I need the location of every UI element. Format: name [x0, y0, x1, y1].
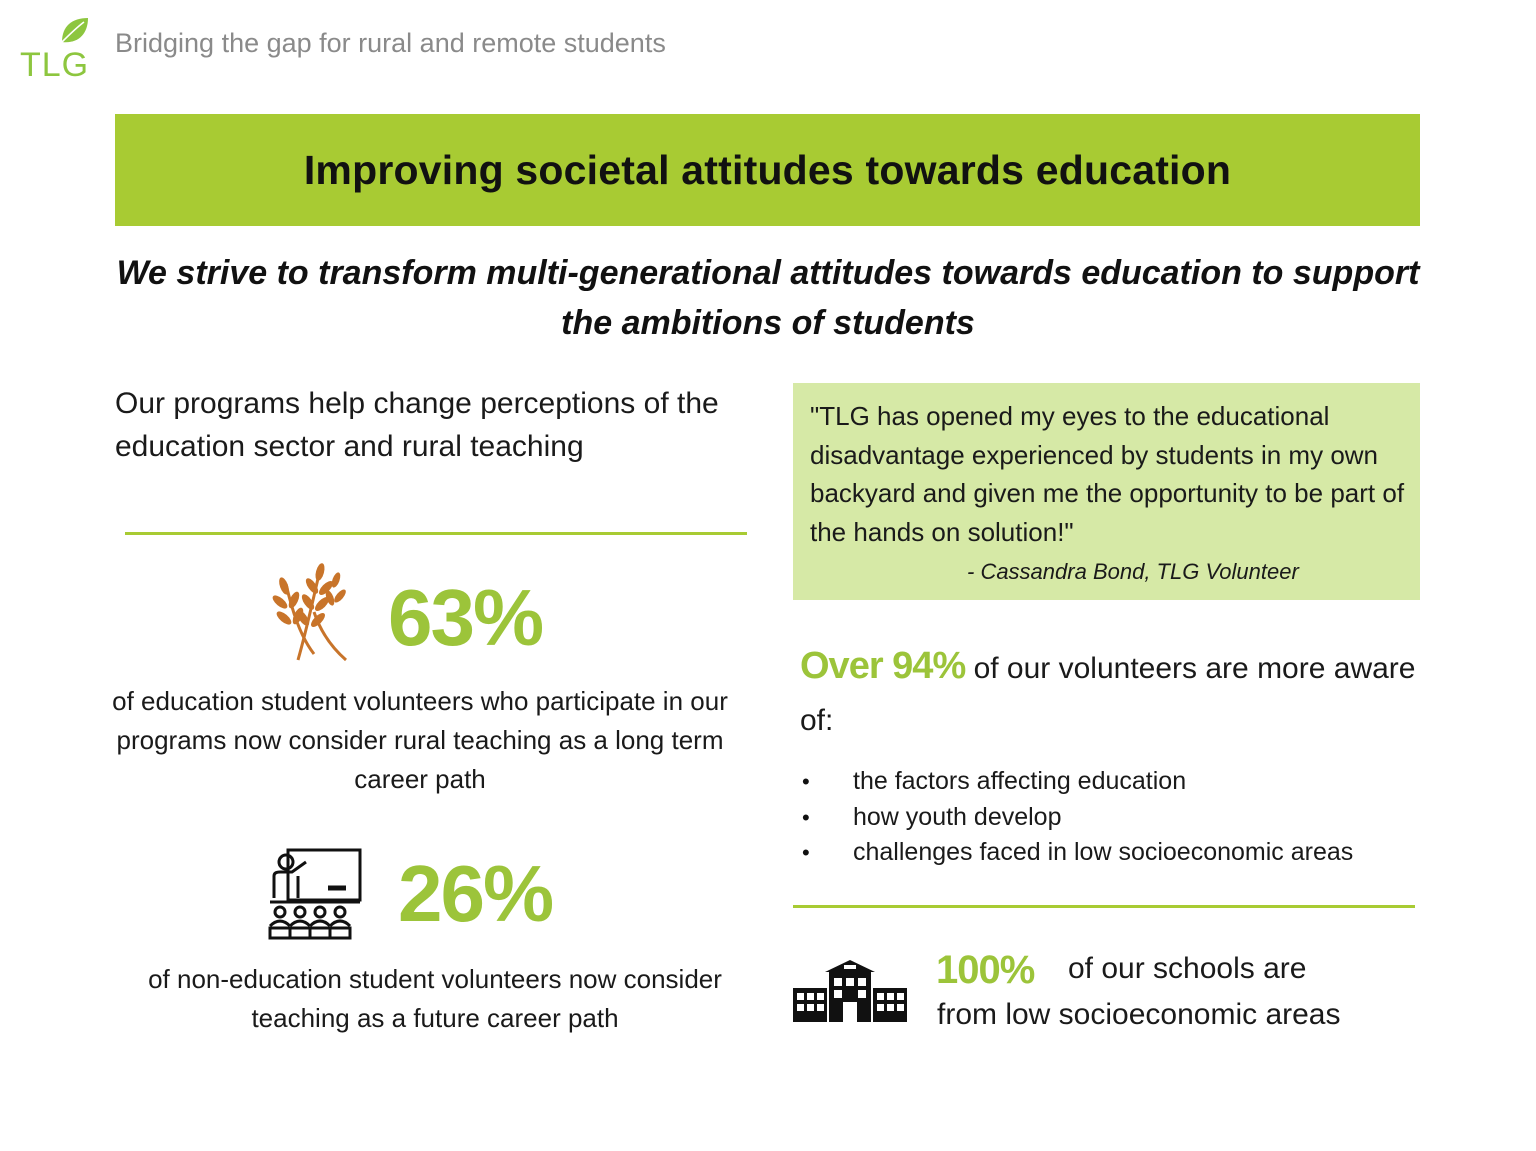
schools-text-line1: of our schools are [1068, 952, 1307, 985]
list-item: • how youth develop [800, 800, 1353, 836]
tlg-logo [18, 14, 98, 84]
title-banner [115, 114, 1420, 226]
tagline: Bridging the gap for rural and remote students [115, 28, 666, 58]
stat-26-percent: 26% [398, 849, 553, 938]
logo-text: TLG [20, 46, 90, 84]
divider-left [125, 532, 747, 535]
awareness-list [800, 764, 1353, 871]
quote-attribution: - Cassandra Bond, TLG Volunteer [967, 559, 1299, 584]
page-title: Improving societal attitudes towards education [303, 146, 1232, 193]
stat-26-description: of non-education student volunteers now consider teaching as a future career path [148, 964, 722, 1033]
stat-63-description: of education student volunteers who participate in our programs now consider rural teaching as a long term career path [112, 686, 728, 794]
awareness-stat: Over 94% [800, 645, 966, 687]
teacher-classroom-icon [266, 846, 364, 942]
list-item: • the factors affecting education [800, 764, 1353, 800]
school-building-icon [793, 960, 907, 1022]
awareness-text: of our volunteers are more aware of: [800, 652, 1416, 737]
volunteer-quote [793, 383, 1420, 600]
intro-text: Our programs help change perceptions of the education sector and rural teaching [115, 387, 719, 463]
divider-right [793, 905, 1415, 908]
subtitle: We strive to transform multi-generational attitudes towards education to support the ambitions of students [116, 254, 1420, 342]
stat-63-percent: 63% [388, 573, 543, 662]
schools-text-line2: from low socioeconomic areas [937, 998, 1341, 1031]
leaf-icon [58, 16, 90, 46]
list-item: • challenges faced in low socioeconomic areas [800, 835, 1353, 871]
quote-text: "TLG has opened my eyes to the educational disadvantage experienced by students in my own backyard and given me the opportunity to be part of the hands on solution!" [810, 401, 1405, 547]
awareness-statement [800, 640, 1420, 747]
stat-100-percent: 100% [936, 948, 1035, 992]
wheat-icon [270, 560, 350, 664]
